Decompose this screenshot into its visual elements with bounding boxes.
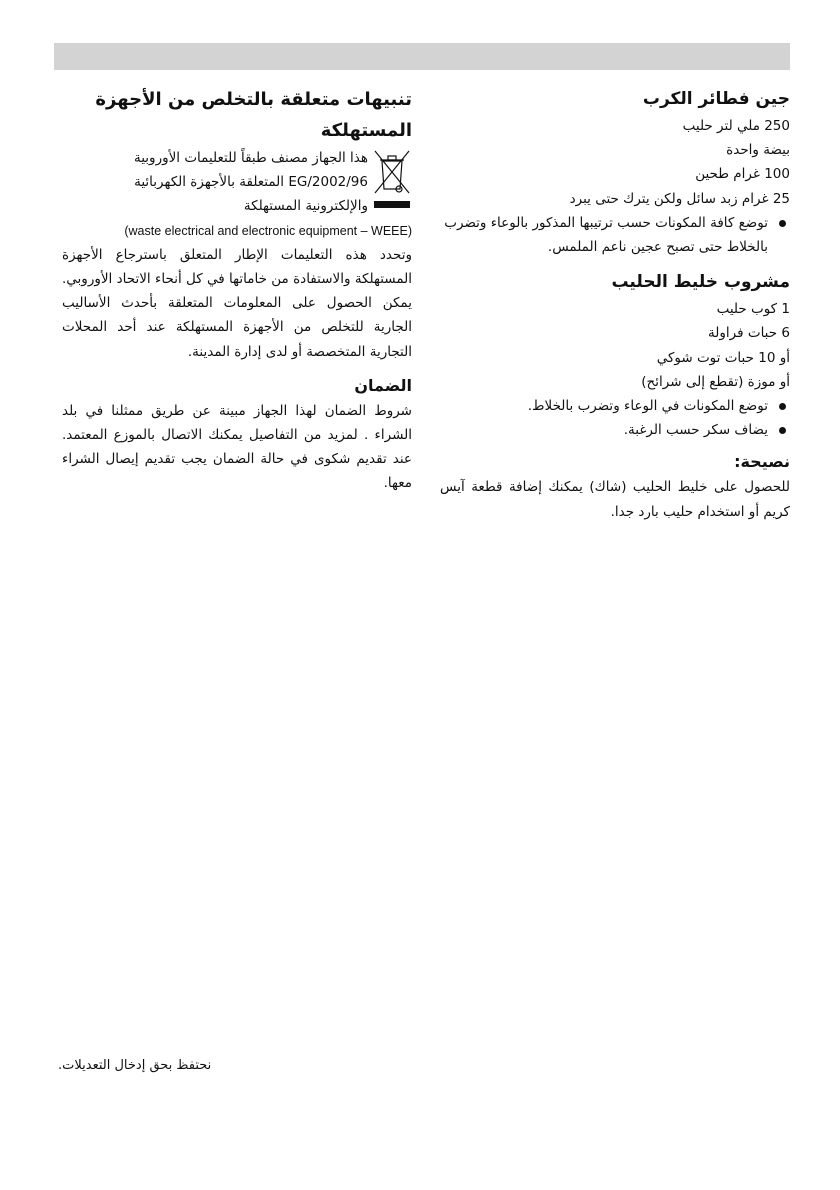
ingredient: بيضة واحدة: [726, 142, 790, 159]
header-bar: [54, 43, 790, 70]
step: توضع المكونات في الوعاء وتضرب بالخلاط.: [440, 394, 790, 418]
warranty-body: شروط الضمان لهذا الجهاز مبينة عن طريق ممثلنا في بلد الشراء . لمزيد من التفاصيل يمكنك الاتصال بالموزع المعتمد. عند تقديم شكوى في حالة الضمان يجب تقديم إيصال الشراء معها.: [62, 402, 412, 492]
milkshake-title: مشروب خليط الحليب: [611, 272, 790, 293]
crossed-out-wheelie-bin-icon: [372, 149, 412, 219]
weee-notice: [62, 146, 412, 219]
ingredient: أو موزة (تقطع إلى شرائح): [641, 373, 790, 390]
weee-line: والإلكترونية المستهلكة: [243, 198, 368, 215]
notices-column: [62, 84, 412, 496]
disposal-title: تنبيهات متعلقة بالتخلص من الأجهزة المستهلكة: [95, 89, 412, 141]
crepe-title: جين فطائر الكرب: [642, 89, 790, 109]
ingredient: 250 ملي لتر حليب: [682, 118, 790, 134]
ingredient: 100 غرام طحين: [695, 166, 790, 183]
ingredient: 1 كوب حليب: [716, 301, 790, 318]
step: يضاف سكر حسب الرغبة.: [440, 418, 790, 442]
weee-line: هذا الجهاز مصنف طبقاً للتعليمات الأوروبية: [133, 150, 368, 166]
ingredient: 25 غرام زبد سائل ولكن يترك حتى يبرد: [569, 190, 790, 207]
warranty-title: الضمان: [354, 375, 412, 395]
milkshake-ingredients: [440, 297, 790, 394]
ingredient: أو 10 حبات توت شوكي: [656, 349, 790, 366]
disposal-body: وتحدد هذه التعليمات الإطار المتعلق باسترجاع الأجهزة المستهلكة والاستفادة من خاماتها في كل أنحاء الاتحاد الأوروبي. يمكن الحصول على المعلومات المتعلقة بأحدث الأساليب الجارية للتخلص من الأجهزة المستهلكة عند أحد المحلات التجارية المتخصصة أو لدى إدارة المدينة.: [62, 246, 412, 360]
recipes-column: [440, 84, 790, 524]
weee-english: (waste electrical and electronic equipment – WEEE): [124, 223, 412, 238]
milkshake-steps: [440, 394, 790, 442]
footer-note: نحتفظ بحق إدخال التعديلات.: [58, 1058, 212, 1073]
crepe-steps: [440, 211, 790, 259]
ingredient: 6 حبات فراولة: [708, 325, 790, 342]
crepe-ingredients: [440, 114, 790, 211]
tip-text: للحصول على خليط الحليب (شاك) يمكنك إضافة قطعة آيس كريم أو استخدام حليب بارد جدا.: [440, 479, 790, 520]
step: توضع كافة المكونات حسب ترتيبها المذكور بالوعاء وتضرب بالخلاط حتى تصبح عجين ناعم الملمس.: [440, 211, 790, 259]
tip-title: نصيحة:: [734, 452, 790, 472]
weee-line: 2002/96/EG المتعلقة بالأجهزة الكهربائية: [134, 174, 368, 191]
